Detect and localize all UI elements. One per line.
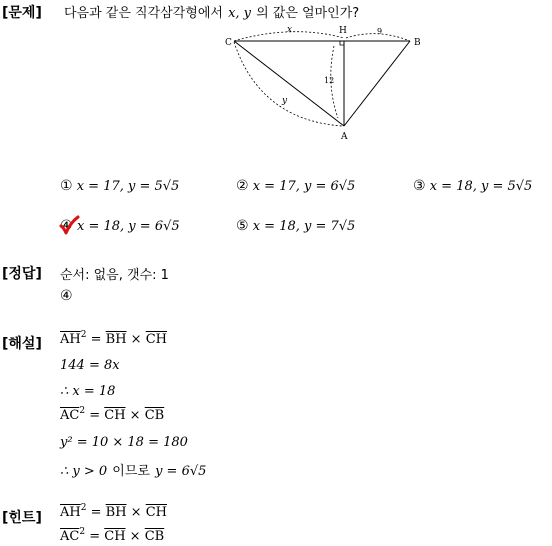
explanation-tag: [해설]	[2, 336, 42, 352]
choice-5-text: x = 18, y = 7√5	[252, 219, 356, 234]
hint-line-2: $\overline{AC}^2 = \overline{CH} \times \overline{CB}$	[60, 527, 165, 544]
hint-tag: [힌트]	[2, 510, 42, 526]
choice-3[interactable]	[413, 178, 532, 194]
label-a: A	[341, 132, 348, 142]
answer-value: ④	[60, 288, 73, 304]
choice-5[interactable]	[236, 218, 355, 234]
choice-4[interactable]	[60, 218, 180, 234]
explanation-line-4: $\overline{AC}^2 = \overline{CH} \times \overline{CB}$	[60, 406, 165, 423]
answer-tag: [정답]	[2, 266, 42, 282]
label-9: 9	[377, 27, 383, 36]
triangle-figure	[222, 20, 430, 150]
choice-2-num: ②	[236, 178, 249, 194]
label-12: 12	[324, 76, 335, 85]
explanation-line-3: ∴ x = 18	[60, 384, 116, 399]
label-x: x	[287, 25, 293, 35]
question-vars: x, y	[228, 6, 252, 21]
label-y: y	[282, 96, 288, 106]
choice-3-text: x = 18, y = 5√5	[429, 179, 533, 194]
choice-1-text: x = 17, y = 5√5	[76, 179, 180, 194]
right-angle-mark	[340, 41, 344, 45]
choice-4-text: x = 18, y = 6√5	[77, 219, 180, 234]
choice-1-num: ①	[60, 178, 73, 194]
question-text: 다음과 같은 직각삼각형에서	[64, 6, 223, 21]
choice-2[interactable]	[236, 178, 355, 194]
problem-tag: [문제]	[2, 5, 42, 21]
side-ba	[344, 41, 410, 126]
explanation-line-2: 144 = 8x	[60, 358, 120, 373]
answer-meta: 순서: 없음, 갯수: 1	[60, 268, 169, 283]
label-h: H	[339, 26, 347, 36]
check-mark-icon	[58, 214, 80, 236]
explanation-line-6: ∴ y > 0 이므로 y = 6√5	[60, 464, 207, 479]
explanation-line-1: $\overline{AH}^2 = \overline{BH} \times \overline{CH}$	[60, 330, 167, 347]
choice-4-num: ④	[60, 218, 77, 234]
choice-3-num: ③	[413, 178, 426, 194]
explanation-line-5: y² = 10 × 18 = 180	[60, 435, 188, 450]
choice-5-num: ⑤	[236, 218, 249, 234]
choice-1[interactable]	[60, 178, 179, 194]
label-b: B	[414, 38, 421, 48]
choice-2-text: x = 17, y = 6√5	[252, 179, 356, 194]
label-c: C	[225, 38, 232, 48]
hint-line-1: $\overline{AH}^2 = \overline{BH} \times \overline{CH}$	[60, 503, 167, 520]
question-end: 의 값은 얼마인가?	[256, 6, 360, 21]
problem-question	[64, 2, 359, 21]
